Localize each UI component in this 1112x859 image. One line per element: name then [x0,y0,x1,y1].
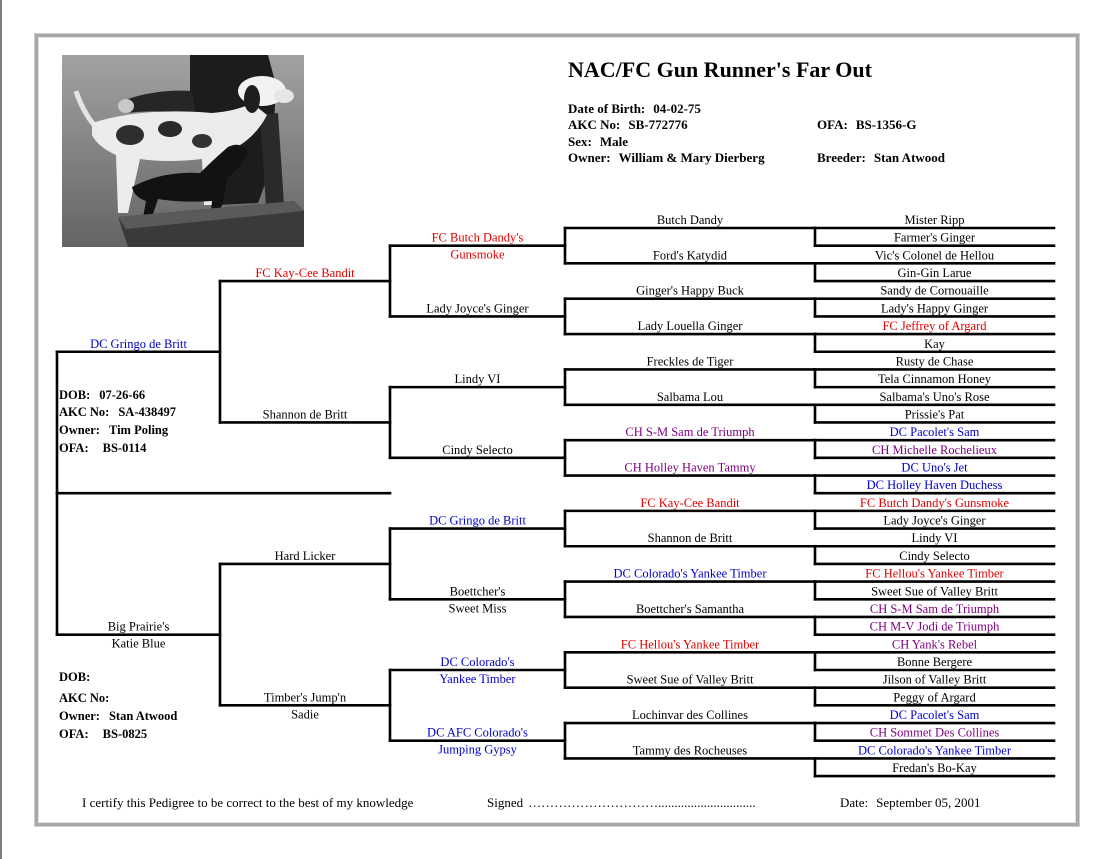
parents-name: Katie Blue [111,636,166,651]
dam-owner-label: Owner: [59,709,100,723]
ggg-grandparents-name: FC Butch Dandy's Gunsmoke [859,495,1010,510]
owner-label: Owner: [568,150,611,165]
sire-ofa-label: OFA: [59,441,89,455]
ggg-grandparents-name: DC Uno's Jet [901,460,968,475]
birth-date-label: Date of Birth: [568,101,646,116]
ggg-grandparents-name: Sweet Sue of Valley Britt [871,584,998,599]
sire-owner-value: Tim Poling [108,423,169,437]
dam-ofa-value: BS-0825 [102,727,148,741]
ggg-grandparents-name: Bonne Bergere [896,655,973,669]
sire-dob-label: DOB: [59,388,91,402]
ggg-grandparents-name: DC Pacolet's Sam [889,708,980,723]
great-grandparents-name: DC Colorado's [440,655,515,669]
gg-grandparents-name: Ginger's Happy Buck [636,283,744,298]
ggg-grandparents-name: Sandy de Cornouaille [880,283,989,298]
gg-grandparents-name: Boettcher's Samantha [635,601,745,616]
gg-grandparents-name: Tammy des Rocheuses [632,743,748,758]
ggg-grandparents-name: Lindy VI [911,531,958,546]
great-grandparents-name: FC Butch Dandy's [431,230,524,245]
ggg-grandparents-name: FC Hellou's Yankee Timber [865,566,1004,581]
ggg-grandparents-name: Kay [924,336,945,351]
date-label: Date: [840,795,869,810]
parents-name: Big Prairie's [107,619,170,634]
ggg-grandparents-name: CH M-V Jodi de Triumph [869,619,1000,634]
gg-grandparents-name: CH Holley Haven Tammy [624,460,756,475]
great-grandparents-name: Lindy VI [454,372,501,387]
grandparents-name: Sadie [291,707,319,722]
sire-akc-value: SA-438497 [118,405,176,419]
ggg-grandparents-name: CH Michelle Rochelieux [872,442,997,457]
gg-grandparents-name: Salbama Lou [656,389,724,404]
signed-label: Signed [487,795,524,810]
owner-value: William & Mary Dierberg [618,150,765,165]
ofa-value: BS-1356-G [855,117,917,132]
ggg-grandparents-name: FC Jeffrey of Argard [882,319,987,334]
grandparents-name: FC Kay-Cee Bandit [255,266,355,281]
birth-date-value: 04-02-75 [653,101,701,116]
ggg-grandparents-name: CH Sommet Des Collines [869,725,1000,740]
ggg-grandparents-name: Jilson of Valley Britt [882,672,987,687]
akc-label: AKC No: [568,117,621,132]
great-grandparents-name: DC Gringo de Britt [429,513,526,528]
sire-owner-label: Owner: [59,423,100,437]
date-row [840,795,981,811]
great-grandparents-name: Boettcher's [449,584,506,599]
ggg-grandparents-name: Lady's Happy Ginger [880,301,989,316]
ggg-grandparents-name: DC Colorado's Yankee Timber [858,743,1011,758]
breeder-value: Stan Atwood [873,150,946,165]
breeder-label: Breeder: [817,150,866,165]
great-grandparents-name: Lady Joyce's Ginger [426,301,529,316]
ggg-grandparents-name: Rusty de Chase [895,354,974,369]
ggg-grandparents-name: Farmer's Ginger [893,230,976,245]
gg-grandparents-name: Sweet Sue of Valley Britt [626,672,754,687]
ggg-grandparents-name: DC Holley Haven Duchess [866,478,1003,493]
gg-grandparents-name: FC Kay-Cee Bandit [640,495,740,510]
grandparents-name: Timber's Jump'n [263,690,347,705]
akc-value: SB-772776 [628,117,688,132]
sire-dob-value: 07-26-66 [99,388,146,402]
ggg-grandparents-name: Cindy Selecto [899,548,970,563]
ggg-grandparents-name: Lady Joyce's Ginger [883,513,986,528]
ggg-grandparents-name: Mister Ripp [904,213,965,227]
ggg-grandparents-name: CH S-M Sam de Triumph [869,601,1000,616]
gg-grandparents-name: Shannon de Britt [647,531,733,546]
sex-label: Sex: [568,134,592,149]
ggg-grandparents-name: Vic's Colonel de Hellou [874,248,995,263]
signature-row [487,795,756,811]
ggg-grandparents-name: Gin-Gin Larue [897,266,972,281]
date-value: September 05, 2001 [876,795,981,810]
great-grandparents-name: Cindy Selecto [442,442,513,457]
gg-grandparents-name: FC Hellou's Yankee Timber [620,637,760,652]
great-grandparents-name: Gunsmoke [450,247,505,262]
dam-akc-label: AKC No: [59,691,110,705]
ggg-grandparents-name: CH Yank's Rebel [891,637,978,652]
great-grandparents-name: Jumping Gypsy [438,742,517,757]
dam-dob-label: DOB: [59,670,91,684]
ggg-grandparents-name: Peggy of Argard [893,690,976,705]
gg-grandparents-name: DC Colorado's Yankee Timber [613,566,767,581]
dam-owner-value: Stan Atwood [108,709,178,723]
sire-akc-label: AKC No: [59,405,110,419]
gg-grandparents-name: Freckles de Tiger [646,354,734,369]
ggg-grandparents-name: Prissie's Pat [904,407,965,422]
ggg-grandparents-name: Tela Cinnamon Honey [878,372,991,387]
gg-grandparents-name: Lochinvar des Collines [632,708,748,723]
ggg-grandparents-name: DC Pacolet's Sam [889,425,980,440]
sex-value: Male [599,134,628,149]
gg-grandparents-name: Lady Louella Ginger [637,319,743,334]
gg-grandparents-name: Butch Dandy [656,213,724,227]
ggg-grandparents-name: Fredan's Bo-Kay [892,761,977,776]
great-grandparents-name: Yankee Timber [439,672,516,686]
parents-name: DC Gringo de Britt [90,336,187,351]
great-grandparents-name: DC AFC Colorado's [427,725,528,740]
gg-grandparents-name: CH S-M Sam de Triumph [625,425,755,440]
great-grandparents-name: Sweet Miss [448,601,507,616]
ggg-grandparents-name: Salbama's Uno's Rose [879,389,990,404]
dog-title: NAC/FC Gun Runner's Far Out [568,57,872,82]
grandparents-name: Hard Licker [274,548,336,563]
dam-ofa-label: OFA: [59,727,89,741]
sire-ofa-value: BS-0114 [102,441,147,455]
ofa-label: OFA: [817,117,848,132]
signature-line: ………………………….............................. [528,795,756,810]
certify-statement: I certify this Pedigree to be correct to the best of my knowledge [82,795,414,810]
gg-grandparents-name: Ford's Katydid [652,248,728,263]
grandparents-name: Shannon de Britt [262,407,348,422]
